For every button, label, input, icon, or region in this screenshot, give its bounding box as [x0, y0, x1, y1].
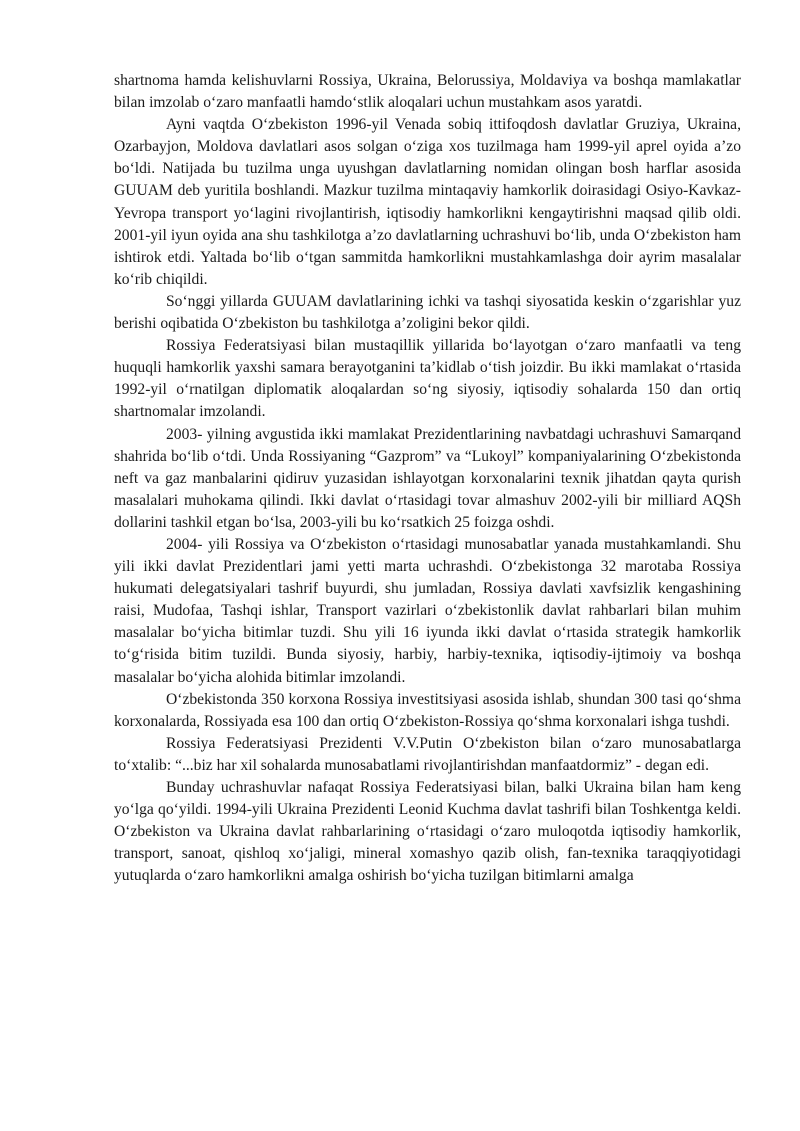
paragraph-guuam-withdrawal: So‘nggi yillarda GUUAM davlatlarining ichki va tashqi siyosatida keskin o‘zgarishlar yuz berishi oqibatida O‘zbekiston bu tashkilotga a’zoligini bekor qildi.	[114, 292, 741, 333]
paragraph-russia-cooperation: Rossiya Federatsiyasi bilan mustaqillik yillarida bo‘layotgan o‘zaro manfaatli va teng huquqli hamkorlik yaxshi samara berayotganini ta’kidlab o‘tish joizdir. Bu ikki mamlakat o‘rtasida 1992-yil o‘rnatilgan diplomatik aloqalardan so‘ng siyosiy, iqtisodiy sohalarda 150 dan ortiq shartnomalar imzolandi.	[114, 337, 741, 421]
paragraph-2004-relations: 2004- yili Rossiya va O‘zbekiston o‘rtasidagi munosabatlar yanada mustahkamlandi. Shu yili ikki davlat Prezidentlari jami yetti marta uchrashdi. O‘zbekistonga 32 marotaba Rossiya hukumati delegatsiyalari tashrif buyurdi, shu jumladan, Rossiya davlati xavfsizlik kengashining raisi, Mudofaa, Tashqi ishlar, Transport vazirlari o‘zbekistonlik davlat rahbarlari bilan muhim masalalar bo‘yicha bitimlar tuzdi. Shu yili 16 iyunda ikki davlat o‘rtasida strategik hamkorlik to‘g‘risida bitim tuzildi. Bunda siyosiy, harbiy, harbiy-texnika, iqtisodiy-ijtimoiy va boshqa masalalar bo‘yicha alohida bitimlar imzolandi.	[114, 535, 741, 686]
document-page	[114, 70, 741, 887]
paragraph-guuam-membership: Ayni vaqtda O‘zbekiston 1996-yil Venada sobiq ittifoqdosh davlatlar Gruziya, Ukraina, Ozarbayjon, Moldova davlatlari asos solgan o‘ziga xos tuzilmaga ham 1999-yil aprel oyida a’zo bo‘ldi. Natijada bu tuzilma unga uyushgan davlatlarning nomidan olingan bosh harflar asosida GUUAM deb yuritila boshlandi. Mazkur tuzilma mintaqaviy hamkorlik doirasidagi Osiyo-Kavkaz-Yevropa transport yo‘lagini rivojlantirish, iqtisodiy hamkorlikni kengaytirishni maqsad qilib oldi. 2001-yil iyun oyida ana shu tashkilotga a’zo davlatlarning uchrashuvi bo‘lib, unda O‘zbekiston ham ishtirok etdi. Yaltada bo‘lib o‘tgan sammitda hamkorlikni mustahkamlashga doir ayrim masalalar ko‘rib chiqildi.	[114, 116, 741, 288]
paragraph-continuation: shartnoma hamda kelishuvlarni Rossiya, Ukraina, Belorussiya, Moldaviya va boshqa mamlakatlar bilan imzolab o‘zaro manfaatli hamdo‘stlik aloqalari uchun mustahkam asos yaratdi.	[114, 72, 741, 112]
paragraph-putin-quote: Rossiya Federatsiyasi Prezidenti V.V.Putin O‘zbekiston bilan o‘zaro munosabatlarga to‘xtalib: “...biz har xil sohalarda munosabatlami rivojlantirishdan manfaatdormiz” - degan edi.	[114, 734, 741, 774]
paragraph-ukraine-relations: Bunday uchrashuvlar nafaqat Rossiya Federatsiyasi bilan, balki Ukraina bilan ham keng yo‘lga qo‘yildi. 1994-yili Ukraina Prezidenti Leonid Kuchma davlat tashrifi bilan Toshkentga keldi. O‘zbekiston va Ukraina davlat rahbarlarining o‘rtasidagi o‘zaro muloqotda iqtisodiy hamkorlik, transport, sanoat, qishloq xo‘jaligi, mineral xomashyo qazib olish, fan-texnika taraqqiyotidagi yutuqlarda o‘zaro hamkorlikni amalga oshirish bo‘yicha tuzilgan bitimlarni amalga	[114, 779, 741, 885]
paragraph-joint-ventures: O‘zbekistonda 350 korxona Rossiya investitsiyasi asosida ishlab, shundan 300 tasi qo‘shma korxonalarda, Rossiyada esa 100 dan ortiq O‘zbekiston-Rossiya qo‘shma korxonalari ishga tushdi.	[114, 690, 741, 730]
paragraph-2003-meeting: 2003- yilning avgustida ikki mamlakat Prezidentlarining navbatdagi uchrashuvi Samarqand shahrida bo‘lib o‘tdi. Unda Rossiyaning “Gazprom” va “Lukoyl” kompaniyalarining O‘zbekistonda neft va gaz manbalarini qidiruv yuzasidan ishlayotgan korxonalarini texnik jihatdan qayta qurish masalalari muhokama qilindi. Ikki davlat o‘rtasidagi tovar almashuv 2002-yili bir milliard AQSh dollarini tashkil etgan bo‘lsa, 2003-yili bu ko‘rsatkich 25 foizga oshdi.	[114, 425, 741, 531]
